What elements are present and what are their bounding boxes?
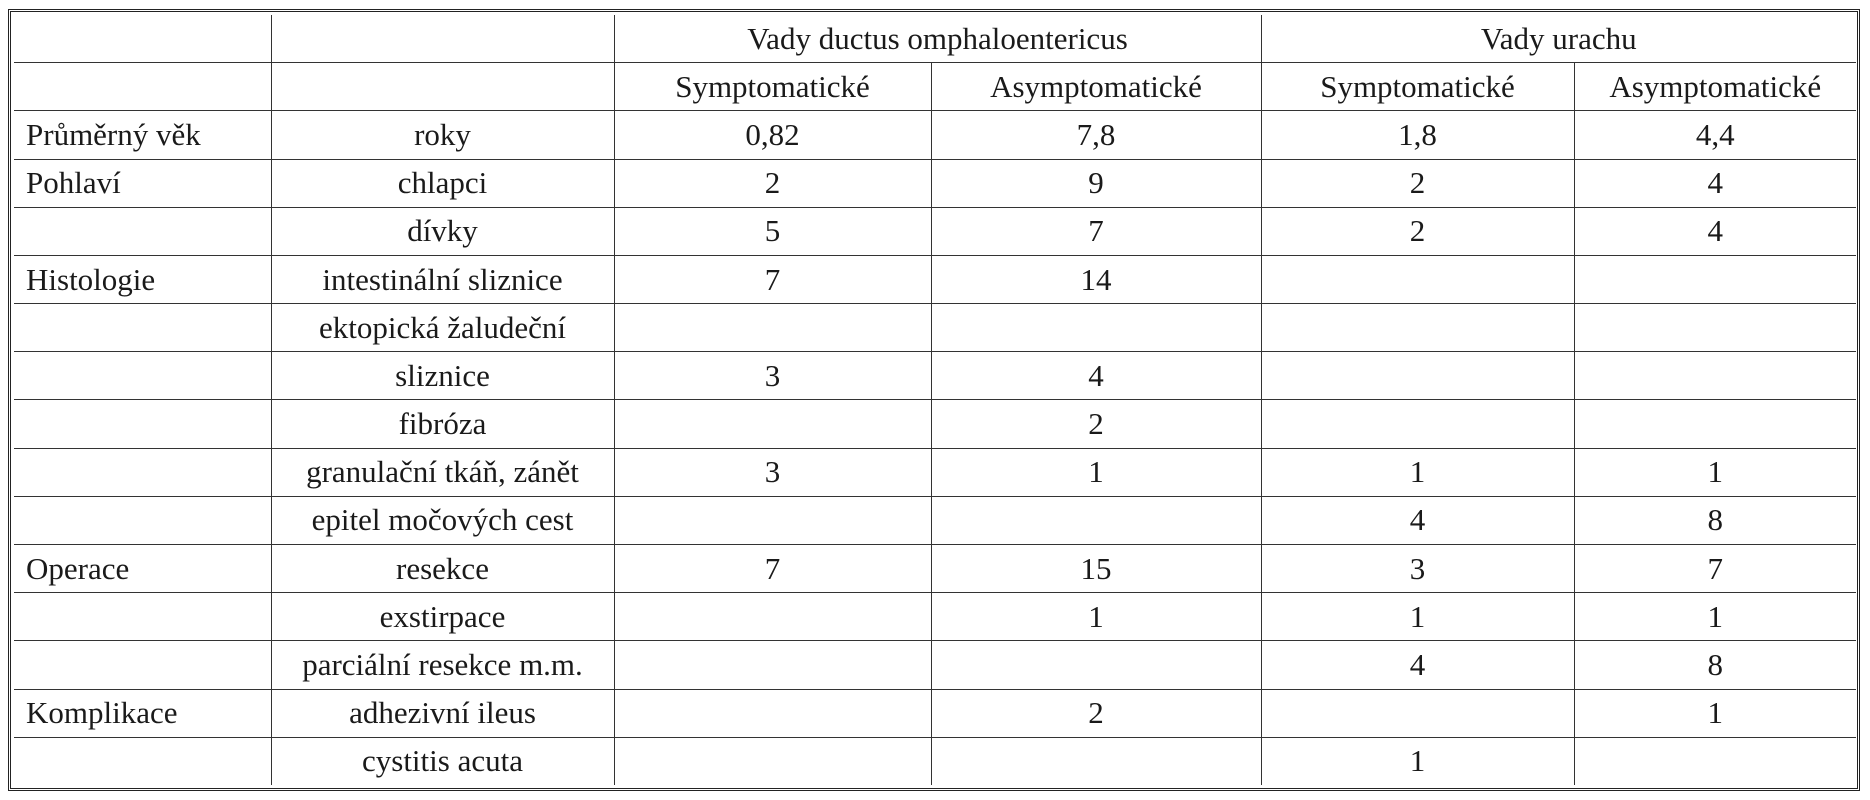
row-label-cell: epitel močových cest <box>271 496 614 544</box>
row-category-cell <box>14 737 271 785</box>
row-value-cell <box>1261 689 1574 737</box>
row-category-cell: Komplikace <box>14 689 271 737</box>
row-value-cell: 3 <box>614 352 931 400</box>
row-value-cell: 4 <box>1574 159 1856 207</box>
row-value-cell: 9 <box>931 159 1261 207</box>
row-value-cell: 8 <box>1574 641 1856 689</box>
row-label-cell: resekce <box>271 545 614 593</box>
row-category-cell <box>14 496 271 544</box>
row-value-cell <box>931 641 1261 689</box>
header-sub-ductus-symptomatic: Symptomatické <box>614 63 931 111</box>
row-value-cell: 3 <box>1261 545 1574 593</box>
header-sub-urachus-asymptomatic: Asymptomatické <box>1574 63 1856 111</box>
header-empty-cell <box>271 15 614 63</box>
row-category-cell: Histologie <box>14 255 271 303</box>
row-value-cell: 0,82 <box>614 111 931 159</box>
row-label-cell: granulační tkáň, zánět <box>271 448 614 496</box>
row-value-cell: 7 <box>614 255 931 303</box>
row-value-cell: 1,8 <box>1261 111 1574 159</box>
row-value-cell <box>1261 255 1574 303</box>
table-row <box>14 496 1856 544</box>
header-empty-cell <box>14 15 271 63</box>
row-category-cell <box>14 448 271 496</box>
row-value-cell: 5 <box>614 207 931 255</box>
table-row <box>14 207 1856 255</box>
row-value-cell <box>1574 352 1856 400</box>
table-row <box>14 448 1856 496</box>
row-value-cell <box>614 641 931 689</box>
row-value-cell: 2 <box>931 400 1261 448</box>
row-value-cell: 7 <box>1574 545 1856 593</box>
data-table <box>14 15 1856 785</box>
row-value-cell: 4 <box>1261 496 1574 544</box>
table-frame <box>8 9 1860 791</box>
row-category-cell <box>14 207 271 255</box>
row-category-cell: Pohlaví <box>14 159 271 207</box>
header-sub-ductus-asymptomatic: Asymptomatické <box>931 63 1261 111</box>
row-value-cell: 15 <box>931 545 1261 593</box>
table-row <box>14 159 1856 207</box>
row-value-cell: 2 <box>1261 207 1574 255</box>
header-group-urachus: Vady urachu <box>1261 15 1856 63</box>
row-value-cell: 4 <box>1261 641 1574 689</box>
row-value-cell: 3 <box>614 448 931 496</box>
row-value-cell: 1 <box>1261 593 1574 641</box>
row-value-cell <box>614 400 931 448</box>
row-label-cell: roky <box>271 111 614 159</box>
row-value-cell <box>1574 304 1856 352</box>
row-category-cell <box>14 352 271 400</box>
row-value-cell: 4 <box>1574 207 1856 255</box>
header-empty-cell <box>14 63 271 111</box>
row-label-cell: chlapci <box>271 159 614 207</box>
row-category-cell: Průměrný věk <box>14 111 271 159</box>
table-row <box>14 593 1856 641</box>
header-group-ductus: Vady ductus omphaloentericus <box>614 15 1261 63</box>
row-value-cell <box>614 304 931 352</box>
row-label-cell: fibróza <box>271 400 614 448</box>
table-row <box>14 641 1856 689</box>
table-body <box>14 15 1856 785</box>
table-row <box>14 304 1856 352</box>
row-label-cell: intestinální sliznice <box>271 255 614 303</box>
table-row <box>14 737 1856 785</box>
row-value-cell <box>931 737 1261 785</box>
row-value-cell <box>1261 400 1574 448</box>
row-value-cell: 14 <box>931 255 1261 303</box>
row-value-cell: 8 <box>1574 496 1856 544</box>
row-label-cell: dívky <box>271 207 614 255</box>
row-value-cell: 1 <box>1574 448 1856 496</box>
table-row <box>14 545 1856 593</box>
row-category-cell <box>14 641 271 689</box>
table-row <box>14 111 1856 159</box>
row-value-cell <box>614 593 931 641</box>
row-label-cell: sliznice <box>271 352 614 400</box>
row-value-cell <box>614 496 931 544</box>
row-value-cell: 4 <box>931 352 1261 400</box>
row-value-cell: 1 <box>1261 737 1574 785</box>
row-value-cell: 7 <box>931 207 1261 255</box>
row-value-cell <box>1261 352 1574 400</box>
table-row <box>14 400 1856 448</box>
table-row <box>14 352 1856 400</box>
row-value-cell: 4,4 <box>1574 111 1856 159</box>
header-row-groups <box>14 15 1856 63</box>
row-label-cell: adhezivní ileus <box>271 689 614 737</box>
row-value-cell <box>1261 304 1574 352</box>
row-value-cell: 1 <box>1574 689 1856 737</box>
row-value-cell <box>614 689 931 737</box>
row-value-cell: 7,8 <box>931 111 1261 159</box>
row-category-cell <box>14 593 271 641</box>
row-value-cell <box>1574 400 1856 448</box>
row-category-cell <box>14 304 271 352</box>
row-value-cell <box>931 496 1261 544</box>
row-value-cell: 1 <box>1574 593 1856 641</box>
row-value-cell: 7 <box>614 545 931 593</box>
header-empty-cell <box>271 63 614 111</box>
row-label-cell: cystitis acuta <box>271 737 614 785</box>
row-value-cell: 1 <box>931 448 1261 496</box>
row-label-cell: exstirpace <box>271 593 614 641</box>
header-sub-urachus-symptomatic: Symptomatické <box>1261 63 1574 111</box>
row-value-cell: 1 <box>1261 448 1574 496</box>
row-label-cell: ektopická žaludeční <box>271 304 614 352</box>
row-value-cell <box>1574 737 1856 785</box>
row-value-cell <box>614 737 931 785</box>
table-row <box>14 255 1856 303</box>
row-value-cell: 2 <box>931 689 1261 737</box>
row-category-cell: Operace <box>14 545 271 593</box>
row-value-cell: 2 <box>1261 159 1574 207</box>
table-row <box>14 689 1856 737</box>
row-category-cell <box>14 400 271 448</box>
row-label-cell: parciální resekce m.m. <box>271 641 614 689</box>
row-value-cell <box>931 304 1261 352</box>
row-value-cell <box>1574 255 1856 303</box>
row-value-cell: 1 <box>931 593 1261 641</box>
row-value-cell: 2 <box>614 159 931 207</box>
header-row-subgroups <box>14 63 1856 111</box>
